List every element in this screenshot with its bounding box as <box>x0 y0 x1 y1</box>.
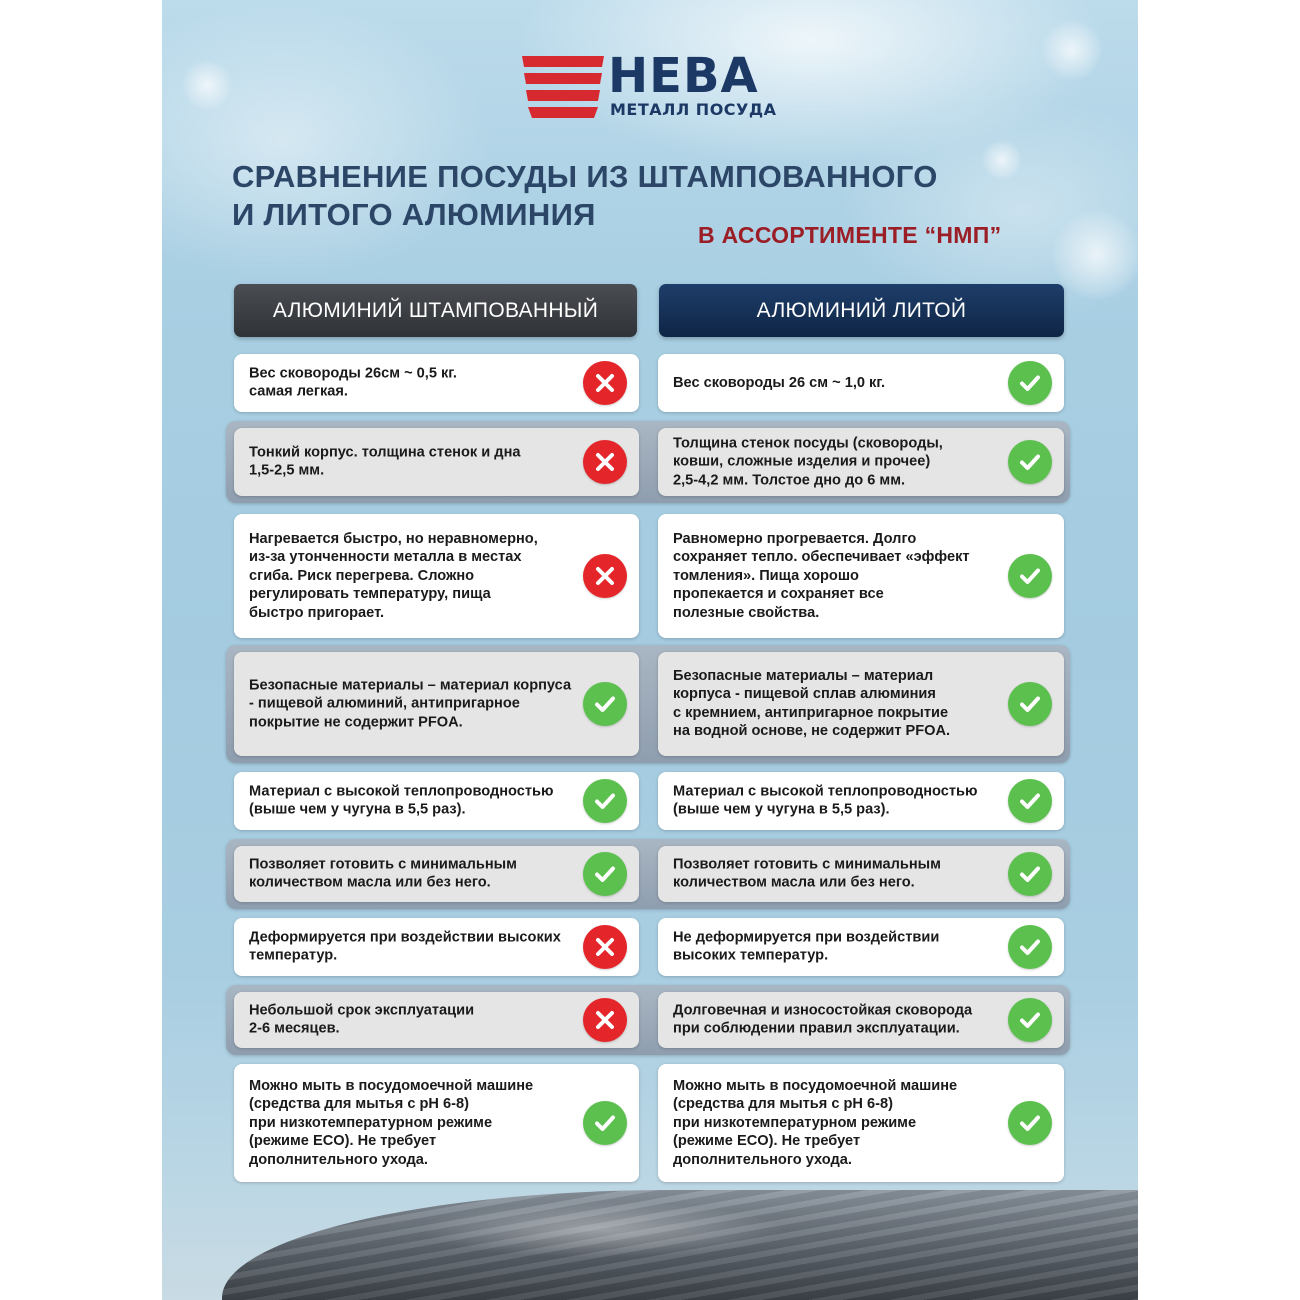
cell-text: Толщина стенок посуды (сковороды, ковши, сложные изделия и прочее) 2,5-4,2 мм. Толстое дно до 6 мм. <box>673 435 943 489</box>
cell-text: Безопасные материалы – материал корпуса - пищевой сплав алюминия с кремнием, антипригарное покрытие на водной основе, не содержит PFOA. <box>673 668 951 740</box>
comparison-row <box>226 421 1070 503</box>
cell-text: Долговечная и износостойкая сковорода при соблюдении правил эксплуатации. <box>673 1002 973 1037</box>
cast-cell <box>658 918 1064 976</box>
cast-cell <box>658 428 1064 496</box>
check-icon <box>1008 925 1052 969</box>
check-icon <box>1008 1101 1052 1145</box>
cast-cell <box>658 846 1064 902</box>
cast-cell <box>658 652 1064 756</box>
cell-text: Небольшой срок эксплуатации 2-6 месяцев. <box>249 1002 475 1037</box>
column-header-stamped: АЛЮМИНИЙ ШТАМПОВАННЫЙ <box>234 284 637 337</box>
bokeh-bubble <box>1052 210 1138 300</box>
comparison-row <box>226 985 1070 1055</box>
comparison-row <box>226 918 1070 976</box>
check-icon <box>583 852 627 896</box>
cell-text: Нагревается быстро, но неравномерно, из-за утонченности металла в местах сгиба. Риск перегрева. Сложно регулировать температуру, пища быстро пригорает. <box>249 530 538 621</box>
poster <box>162 0 1138 1300</box>
bokeh-bubble <box>982 140 1022 180</box>
check-icon <box>1008 852 1052 896</box>
stamped-cell <box>234 514 639 638</box>
cell-text: Позволяет готовить с минимальным количеством масла или без него. <box>673 856 941 891</box>
cell-text: Деформируется при воздействии высоких температур. <box>249 929 561 964</box>
cell-text: Безопасные материалы – материал корпуса - пищевой алюминий, антипригарное покрытие не содержит PFOA. <box>249 677 572 731</box>
page-subtitle: В АССОРТИМЕНТЕ “НМП” <box>698 222 1002 248</box>
cast-cell <box>658 772 1064 830</box>
cross-icon <box>583 440 627 484</box>
cell-text: Вес сковороды 26см ~ 0,5 кг. самая легкая. <box>249 365 457 400</box>
cell-text: Равномерно прогревается. Долго сохраняет тепло. обеспечивает «эффект томления». Пища хорошо пропекается и сохраняет все полезные свойства. <box>673 530 970 621</box>
cross-icon <box>583 998 627 1042</box>
comparison-row <box>226 772 1070 830</box>
comparison-row <box>226 645 1070 763</box>
check-icon <box>583 779 627 823</box>
cross-icon <box>583 361 627 405</box>
comparison-row <box>226 354 1070 412</box>
cast-cell <box>658 514 1064 638</box>
column-header-cast: АЛЮМИНИЙ ЛИТОЙ <box>659 284 1064 337</box>
stamped-cell <box>234 772 639 830</box>
logo-stripes-icon <box>522 56 604 118</box>
stone-surface <box>222 1190 1138 1300</box>
brand-logo <box>522 48 782 122</box>
check-icon <box>1008 998 1052 1042</box>
cast-cell <box>658 992 1064 1048</box>
cell-text: Материал с высокой теплопроводностью (выше чем у чугуна в 5,5 раз). <box>673 783 978 818</box>
check-icon <box>1008 361 1052 405</box>
cell-text: Материал с высокой теплопроводностью (выше чем у чугуна в 5,5 раз). <box>249 783 554 818</box>
cast-cell <box>658 1064 1064 1182</box>
stamped-cell <box>234 918 639 976</box>
stamped-cell <box>234 992 639 1048</box>
comparison-row <box>226 1064 1070 1182</box>
comparison-row <box>226 839 1070 909</box>
stamped-cell <box>234 846 639 902</box>
cross-icon <box>583 554 627 598</box>
check-icon <box>583 1101 627 1145</box>
stamped-cell <box>234 428 639 496</box>
title-line-2: И ЛИТОГО АЛЮМИНИЯ <box>232 197 596 232</box>
check-icon <box>1008 440 1052 484</box>
cell-text: Позволяет готовить с минимальным количеством масла или без него. <box>249 856 517 891</box>
check-icon <box>1008 779 1052 823</box>
cell-text: Можно мыть в посудомоечной машине (средства для мытья с pH 6-8) при низкотемпературном режиме (режиме ECO). Не требует дополнительного ухода. <box>673 1077 958 1168</box>
check-icon <box>1008 554 1052 598</box>
cast-cell <box>658 354 1064 412</box>
cell-text: Вес сковороды 26 см ~ 1,0 кг. <box>673 374 886 391</box>
comparison-row <box>226 514 1070 638</box>
title-line-1: СРАВНЕНИЕ ПОСУДЫ ИЗ ШТАМПОВАННОГО <box>232 159 938 194</box>
stamped-cell <box>234 1064 639 1182</box>
check-icon <box>1008 682 1052 726</box>
brand-tagline: МЕТАЛЛ ПОСУДА <box>610 100 777 119</box>
stamped-cell <box>234 354 639 412</box>
bokeh-bubble <box>182 60 232 110</box>
cell-text: Тонкий корпус. толщина стенок и дна 1,5-2,5 мм. <box>249 444 521 479</box>
cell-text: Можно мыть в посудомоечной машине (средства для мытья с pH 6-8) при низкотемпературном режиме (режиме ECO). Не требует дополнительного ухода. <box>249 1077 534 1168</box>
brand-name: НЕВА <box>608 48 759 104</box>
cell-text: Не деформируется при воздействии высоких температур. <box>673 929 940 964</box>
stamped-cell <box>234 652 639 756</box>
bokeh-bubble <box>1042 20 1102 80</box>
check-icon <box>583 682 627 726</box>
cross-icon <box>583 925 627 969</box>
